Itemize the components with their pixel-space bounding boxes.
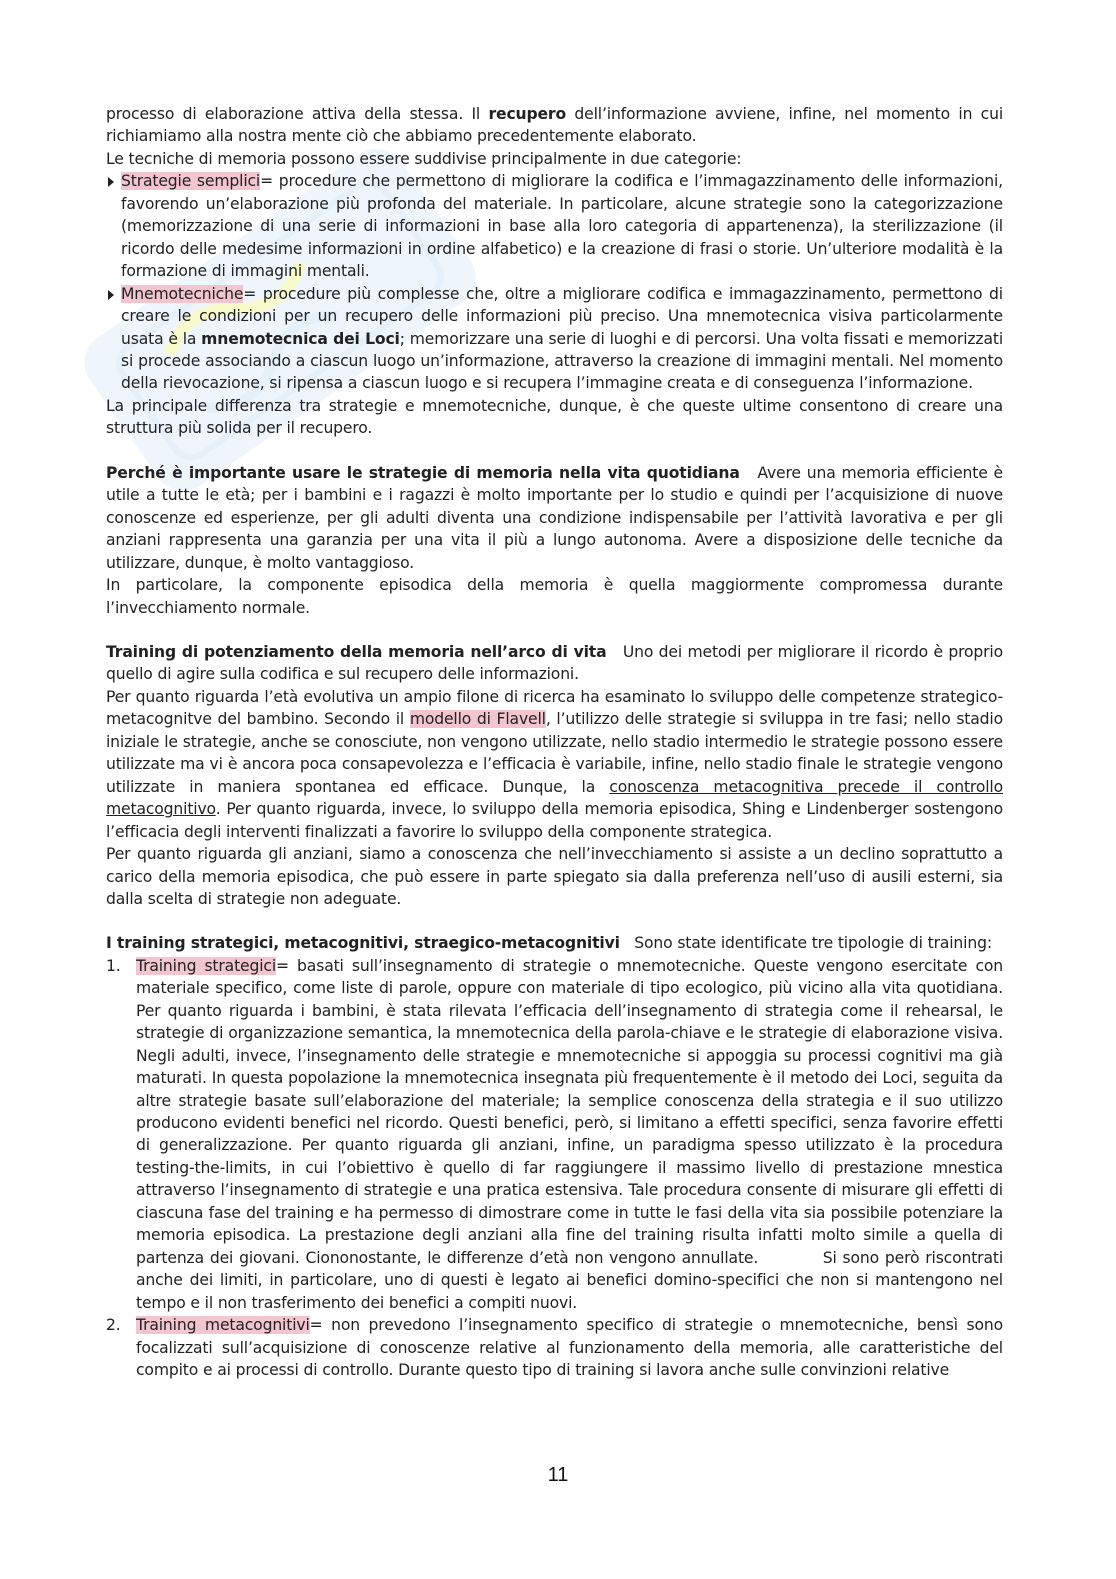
item-number: 1. <box>106 956 121 975</box>
bold-term: mnemotecnica dei Loci <box>201 329 400 348</box>
numbered-item: 2. Training metacognitivi= non prevedono l’insegnamento specifico di strategie o mnemotecniche, bensì sono focalizzati sull’acquisizione di conoscenze relative al funzionamento della memoria, alle caratteristiche del compito e ai processi di controllo. Durante questo tipo di training si lavora anche sulle convinzioni relative <box>106 1316 1003 1380</box>
highlighted-term: modello di Flavell <box>409 710 546 729</box>
paragraph: Per quanto riguarda gli anziani, siamo a conoscenza che nell’invecchiamento si assiste a un declino soprattutto a carico della memoria episodica, che può essere in parte spiegato sia dalla preferenza nell’uso di ausili esterni, sia dalla scelta di strategie non adeguate. <box>106 845 1003 908</box>
section-heading: I training strategici, metacognitivi, straegico-metacognitivi <box>106 934 620 953</box>
numbered-item: 1. Training strategici= basati sull’insegnamento di strategie o mnemotecniche. Queste vengono esercitate con materiale specifico, come liste di parole, oppure con materiale di tipo ecologico, più vicino alla vita quotidiana. Per quanto riguarda i bambini, è stata rilevata l’efficacia dell’insegnamento di strategia come il rehearsal, le strategie di organizzazione semantica, la mnemotecnica della parola-chiave e le strategie di elaborazione visiva. Negli adulti, invece, l’insegnamento delle strategie e mnemotecniche si appoggia su processi cognitivi ma già maturati. In questa popolazione la mnemotecnica insegnata più frequentemente è il metodo dei Loci, seguita da altre strategie basate sull’elaborazione del materiale; la semplice conoscenza della strategia e il suo utilizzo producono evidenti benefici nel ricordo. Questi benefici, però, si limitano a effetti specifici, senza favorire effetti di generalizzazione. Per quanto riguarda gli anziani, infine, un paradigma spesso utilizzato è la procedura testing-the-limits, in cui l’obiettivo è quello di far raggiungere il massimo livello di prestazione mnestica attraverso l’insegnamento di strategie e una pratica estensiva. Tale procedura consente di misurare gli effetti di ciascuna fase del training e ha permesso di dimostrare come in tutte le fasi della vita sia possibile potenziare la memoria episodica. La prestazione degli anziani alla fine del training risulta infatti molto simile a quella di partenza dei giovani. Ciononostante, le differenze d’età non vengono annullate. Si sono però riscontrati anche dei limiti, in particolare, uno di questi è legato ai benefici domino-specifici che non si mantengono nel tempo e il non trasferimento dei benefici a compiti nuovi. <box>106 956 1008 1312</box>
paragraph: La principale differenza tra strategie e mnemotecniche, dunque, è che queste ultime consentono di creare una struttura più solida per il recupero. <box>106 396 1003 438</box>
bullet-arrow-icon <box>108 177 114 187</box>
section-heading: Training di potenziamento della memoria nell’arco di vita <box>106 642 607 661</box>
paragraph: processo di elaborazione attiva della stessa. Il recupero dell’informazione avviene, infine, nel momento in cui richiamiamo alla nostra mente ciò che abbiamo precedentemente elaborato. <box>106 105 1004 146</box>
bullet-arrow-icon <box>108 290 114 300</box>
paragraph: Le tecniche di memoria possono essere suddivise principalmente in due categorie: <box>106 149 742 168</box>
section-paragraph: Perché è importante usare le strategie di memoria nella vita quotidiana Avere una memoria efficiente è utile a tutte le età; per i bambini e i ragazzi è molto importante per lo studio e quindi per l’acquisizione di nuove conoscenze ed esperienze, per gli adulti diventa una condizione indispensabile per l’attività lavorativa e per gli anziani rappresenta una garanzia per una vita il più a lungo autonoma. Avere a disposizione delle tecniche da utilizzare, dunque, è molto vantaggioso. <box>106 463 1008 572</box>
bullet-item: Mnemotecniche= procedure più complesse che, oltre a migliorare codifica e immagazzinamento, permettono di creare le condizioni per un recupero delle informazioni più preciso. Una mnemotecnica visiva particolarmente usata è la mnemotecnica dei Loci; memorizzare una serie di luoghi e di percorsi. Una volta fissati e memorizzati si procede associando a ciascun luogo un’informazione, attraverso la creazione di immagini mentali. Nel momento della rievocazione, si ripensa a ciascun luogo e si recupera l’immagine creata e di conseguenza l’informazione. <box>106 283 1003 395</box>
item-number: 2. <box>106 1316 121 1335</box>
bullet-item: Strategie semplici= procedure che permettono di migliorare la codifica e l’immagazzinamento delle informazioni, favorendo un’elaborazione più profonda del materiale. In particolare, alcune strategie sono la categorizzazione (memorizzazione di una serie di informazioni in base alla loro categoria di appartenenza), la sterilizzazione (il ricordo delle medesime informazioni in ordine alfabetico) e la creazione di frasi o storie. Un’ulteriore modalità è la formazione di immagini mentali. <box>106 170 1003 282</box>
section-heading: Perché è importante usare le strategie di memoria nella vita quotidiana <box>106 463 740 482</box>
highlighted-term: Strategie semplici <box>121 172 261 191</box>
paragraph: Per quanto riguarda l’età evolutiva un ampio filone di ricerca ha esaminato lo sviluppo delle competenze strategico-metacognitve del bambino. Secondo il modello di Flavell, l’utilizzo delle strategie si sviluppa in tre fasi; nello stadio iniziale le strategie, anche se conosciute, non vengono utilizzate, nello stadio intermedio le strategie possono essere utilizzate ma vi è ancora poca consapevolezza e l’efficacia è variabile, infine, nello stadio finale le strategie vengono utilizzate in maniera spontanea ed efficace. Dunque, la conoscenza metacognitiva precede il controllo metacognitivo. Per quanto riguarda, invece, lo sviluppo della memoria episodica, Shing e Lindenberger sostengono l’efficacia degli interventi finalizzati a favorire lo sviluppo della componente strategica. <box>106 687 1003 841</box>
document-body <box>106 103 1008 1381</box>
page-number: 11 <box>547 1464 569 1486</box>
highlighted-term: Training strategici <box>136 956 277 975</box>
underlined-text: conoscenza metacognitiva precede il controllo metacognitivo <box>106 777 1003 819</box>
highlighted-term: Mnemotecniche <box>121 284 244 303</box>
section-paragraph: Training di potenziamento della memoria nell’arco di vita Uno dei metodi per migliorare il ricordo è proprio quello di agire sulla codifica e sul recupero delle informazioni. <box>106 642 1008 684</box>
section-paragraph: I training strategici, metacognitivi, straegico-metacognitivi Sono state identificate tre tipologie di training: <box>106 934 992 953</box>
bold-term: recupero <box>488 105 567 123</box>
highlighted-term: Training metacognitivi <box>136 1316 310 1335</box>
paragraph: In particolare, la componente episodica della memoria è quella maggiormente compromessa durante l’invecchiamento normale. <box>106 576 1003 617</box>
